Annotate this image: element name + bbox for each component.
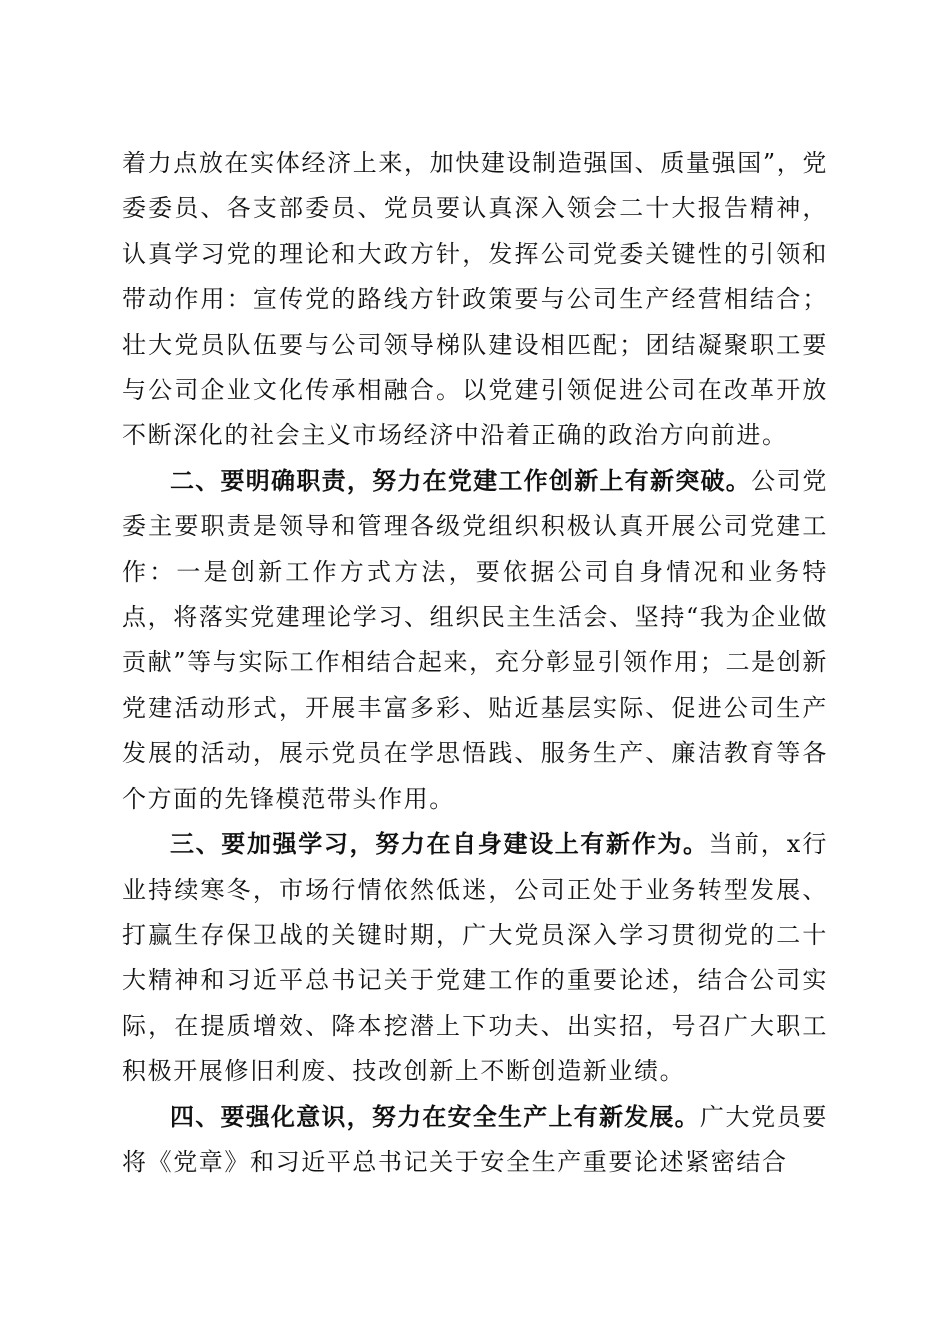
paragraph-continuation — [122, 141, 828, 459]
section-heading: 三、要加强学习，努力在自身建设上有新作为。 — [170, 830, 709, 859]
paragraph-section-2 — [122, 459, 828, 822]
paragraph-text: 公司党委主要职责是领导和管理各级党组织积极认真开展公司党建工作：一是创新工作方式方法，要依据公司自身情况和业务特点，将落实党建理论学习、组织民主生活会、坚持“我为企业做贡献”等与实际工作相结合起来，充分彰显引领作用；二是创新党建活动形式，开展丰富多彩、贴近基层实际、促进公司生产发展的活动，展示党员在学思悟践、服务生产、廉洁教育等各个方面的先锋模范带头作用。 — [122, 466, 828, 813]
paragraph-section-4 — [122, 1095, 828, 1186]
paragraph-section-3 — [122, 822, 828, 1094]
document-body — [122, 141, 828, 1185]
section-heading: 二、要明确职责，努力在党建工作创新上有新突破。 — [170, 466, 752, 495]
section-heading: 四、要强化意识，努力在安全生产上有新发展。 — [170, 1102, 700, 1131]
paragraph-text: 广大党员要将《党章》和习近平总书记关于安全生产重要论述紧密结合 — [122, 1102, 829, 1176]
paragraph-text: 当前，x行业持续寒冬，市场行情依然低迷，公司正处于业务转型发展、打赢生存保卫战的关键时期，广大党员深入学习贯彻党的二十大精神和习近平总书记关于党建工作的重要论述，结合公司实际，在提质增效、降本挖潜上下功夫、出实招，号召广大职工积极开展修旧利废、技改创新上不断创造新业绩。 — [122, 830, 828, 1086]
paragraph-text: 着力点放在实体经济上来，加快建设制造强国、质量强国”，党委委员、各支部委员、党员要认真深入领会二十大报告精神，认真学习党的理论和大政方针，发挥公司党委关键性的引领和带动作用：宣传党的路线方针政策要与公司生产经营相结合；壮大党员队伍要与公司领导梯队建设相匹配；团结凝聚职工要与公司企业文化传承相融合。以党建引领促进公司在改革开放不断深化的社会主义市场经济中沿着正确的政治方向前进。 — [122, 149, 828, 450]
